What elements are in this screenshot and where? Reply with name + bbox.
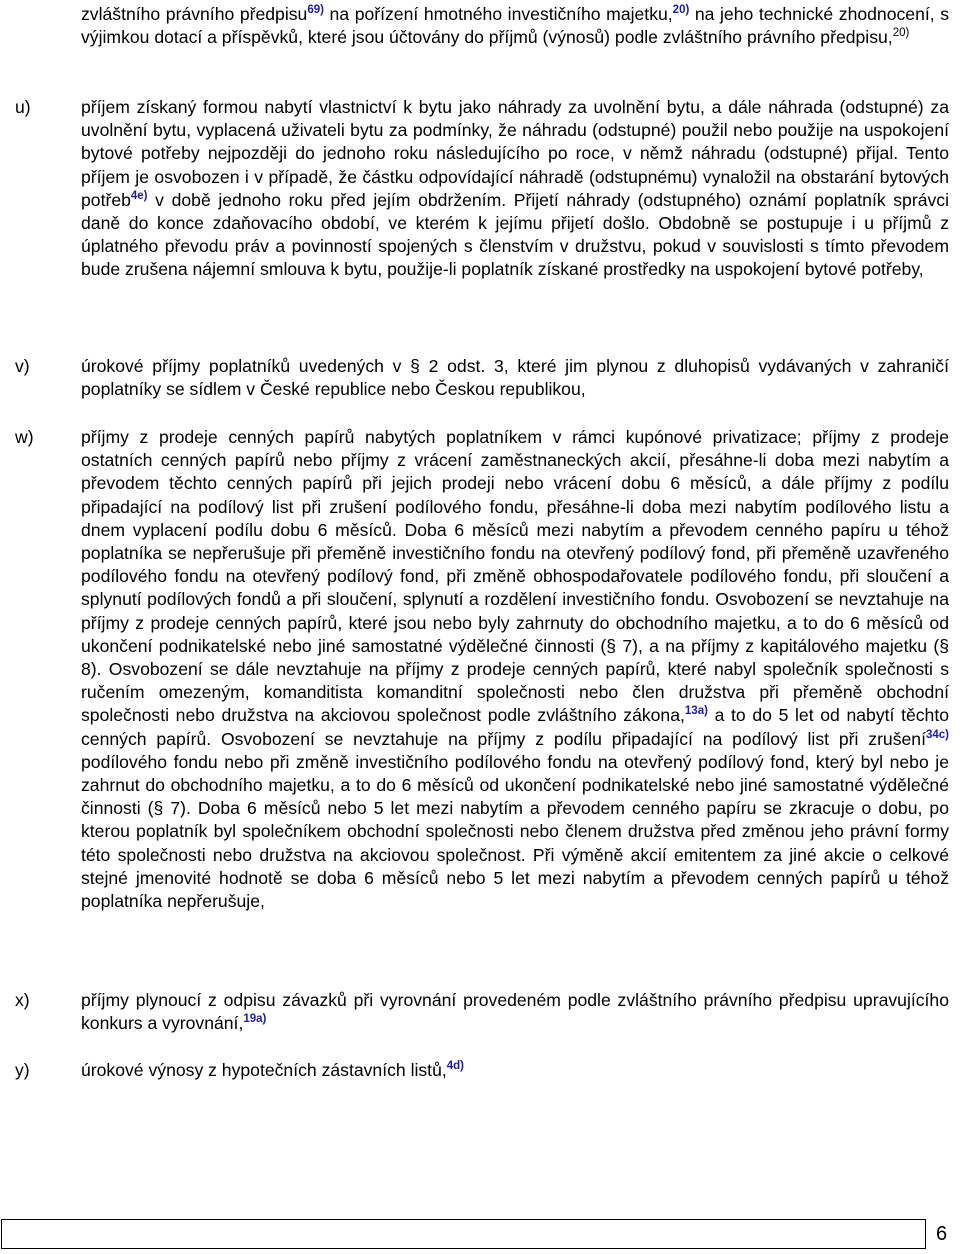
footer-box [1,1219,926,1249]
intro-paragraph [81,3,949,49]
footnote-ref-69[interactable]: 69) [307,4,324,16]
list-item-letter: y) [15,1060,30,1080]
item-w-text-3: podílového fondu nebo při změně investičního podílového fondu na otevřený podílový fond, který byl nebo je zahrnut do obchodního majetku, a to do 6 měsíců od ukončení podnikatelské nebo jiné samostatné výdělečné činnosti (§ 7). Doba 6 měsíců nebo 5 let mezi nabytím a převodem cenného papíru se zkracuje o dobu, po kterou poplatník byl společníkem obchodní společnosti nebo členem družstva před změnou jeho právní formy této společnosti nebo družstva na akciovou společnost. Při výměně akcií emitentem za jiné akcie o celkové stejné jmenovité hodnotě se doba 6 měsíců nebo 5 let mezi nabytím a převodem cenných papírů u téhož poplatníka nepřerušuje, [81,751,949,912]
item-u-text-1: příjem získaný formou nabytí vlastnictví k bytu jako náhrady za uvolnění bytu, a dále náhrada (odstupné) za uvolnění bytu, vyplacená uživateli bytu za podmínky, že náhradu (odstupné) použil nebo použije na uspokojení bytové potřeby nejpozději do jednoho roku následujícího po roce, v němž náhradu (odstupné) přijal. Tento příjem je osvobozen i v případě, že částku odpovídající náhradě (odstupnému) vynaložil na obstarání bytových potřeb [81,97,949,210]
list-item-letter: x) [15,990,30,1010]
list-item-body [81,355,949,401]
list-item-body [81,96,949,282]
list-item-body [81,426,949,913]
list-item-body [81,1059,949,1082]
item-y-text: úrokové výnosy z hypotečních zástavních listů, [81,1060,447,1080]
footnote-ref-4e[interactable]: 4e) [130,189,148,202]
page-number: 6 [936,1223,948,1245]
footnote-ref-19a[interactable]: 19a) [243,1013,267,1026]
list-item-letter: v) [15,356,30,376]
item-w-text-1: příjmy z prodeje cenných papírů nabytých poplatníkem v rámci kupónové privatizace; příjmy z prodeje ostatních cenných papírů nebo příjmy z vrácení zaměstnaneckých akcií, přesáhne-li doba mezi nabytím a převodem těchto cenných papírů při jejich prodeji nebo vrácení dobu 6 měsíců, a dále příjmy z podílu připadající na podílový list při zrušení podílového fondu, přesáhne-li doba mezi nabytím podílového listu a dnem vyplacení podílu dobu 6 měsíců. Doba 6 měsíců mezi nabytím a převodem cenného papíru u téhož poplatníka se nepřerušuje při přeměně investičního fondu na otevřený podílový fond, při přeměně uzavřeného podílového fondu na otevřený podílový fond, při změně obhospodařovatele podílového fondu, při sloučení a splynutí podílových fondů a při sloučení, splynutí a rozdělení investičního fondu. Osvobození se nevztahuje na příjmy z prodeje cenných papírů, které jsou nebo byly zahrnuty do obchodního majetku, a to do 6 měsíců od ukončení podnikatelské nebo jiné samostatné výdělečné činnosti (§ 7), a na příjmy z kapitálového majetku (§ 8). Osvobození se dále nevztahuje na příjmy z prodeje cenných papírů, které nabyl společník společnosti s ručením omezeným, komanditista komanditní společnosti nebo člen družstva při přeměně obchodní společnosti nebo družstva na akciovou společnost podle zvláštního zákona, [81,427,949,726]
footnote-ref-13a[interactable]: 13a) [684,705,708,718]
footnote-ref-20-plain: 20) [892,27,910,40]
item-w-text-2: a to do 5 let od nabytí těchto cenných papírů. Osvobození se nevztahuje na příjmy z podílu připadající na podílový list při zrušení [81,705,949,749]
item-x-text: příjmy plynoucí z odpisu závazků při vyrovnání provedeném podle zvláštního právního předpisu upravujícího konkurs a vyrovnání, [81,990,949,1034]
list-item-letter: u) [15,97,31,117]
item-v-text: úrokové příjmy poplatníků uvedených v § 2 odst. 3, které jim plynou z dluhopisů vydávaných v zahraničí poplatníky se sídlem v České republice nebo Českou republikou, [81,356,949,400]
footnote-ref-20[interactable]: 20) [672,4,690,16]
footnote-ref-4d[interactable]: 4d) [446,1060,464,1072]
list-item-letter: w) [15,427,34,447]
intro-text-3: na jeho technické zhodnocení, s výjimkou dotací a příspěvků, které jsou účtovány do příjmů (výnosů) podle zvláštního právního předpisu, [81,4,950,48]
list-item-body [81,989,949,1035]
intro-text-1: zvláštního právního předpisu [81,4,308,24]
intro-text-2: na pořízení hmotného investičního majetku, [323,4,673,24]
item-u-text-2: v době jednoho roku před jejím obdržením. Přijetí náhrady (odstupného) oznámí poplatník správci daně do konce zdaňovacího období, ve kterém k jejímu přijetí došlo. Obdobně se postupuje i u příjmů z úplatného převodu práv a povinností spojených s členstvím v družstvu, pokud v souvislosti s tímto převodem bude zrušena nájemní smlouva k bytu, použije-li poplatník získané prostředky na uspokojení bytové potřeby, [81,189,949,280]
footnote-ref-34c[interactable]: 34c) [925,728,949,741]
